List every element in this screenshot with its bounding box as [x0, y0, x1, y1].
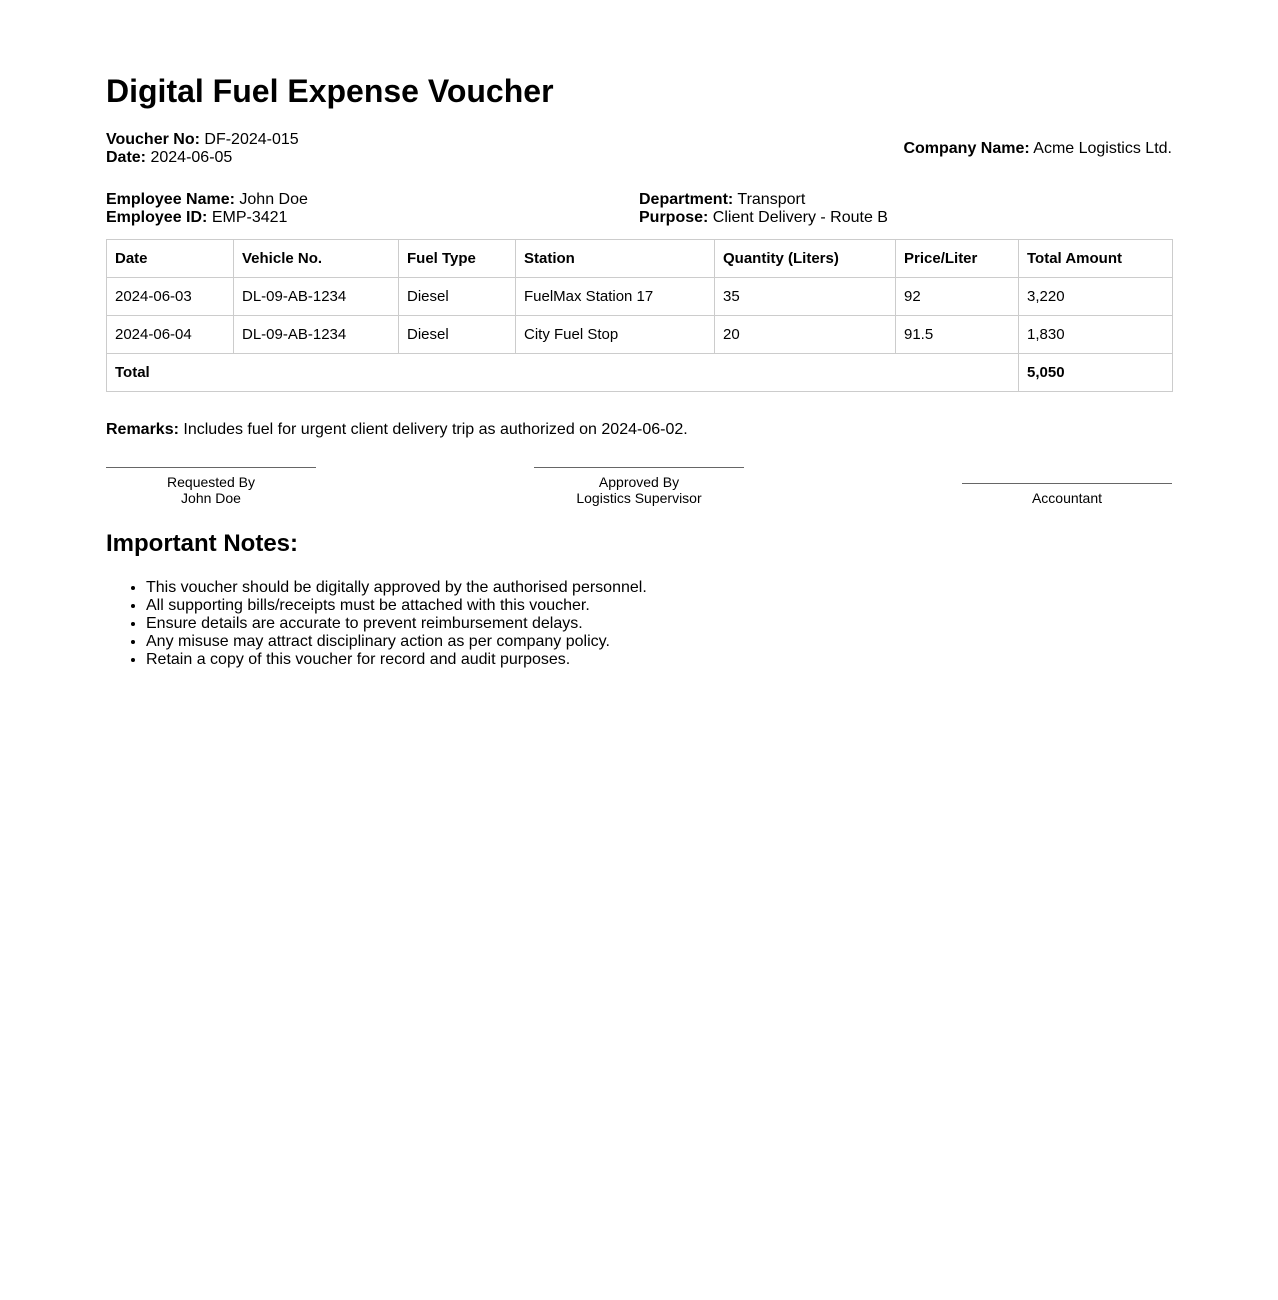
- total-value: 5,050: [1019, 354, 1173, 392]
- cell-price: 92: [896, 278, 1019, 316]
- signature-line: [962, 483, 1172, 490]
- cell-total: 3,220: [1019, 278, 1173, 316]
- company-value: Acme Logistics Ltd.: [1033, 140, 1172, 157]
- employee-name-value: John Doe: [239, 191, 308, 208]
- employee-info: [106, 191, 639, 227]
- voucher-date-value: 2024-06-05: [150, 149, 233, 166]
- signature-approved-by: [534, 467, 744, 506]
- purpose-value: Client Delivery - Route B: [712, 209, 888, 226]
- employee-id-value: EMP-3421: [211, 209, 288, 226]
- list-item: • Retain a copy of this voucher for record and audit purposes.: [146, 651, 1172, 669]
- voucher-no-value: DF-2024-015: [204, 131, 299, 148]
- signature-role: Requested By: [167, 474, 255, 490]
- list-item: • Ensure details are accurate to prevent reimbursement delays.: [146, 615, 1172, 633]
- cell-quantity: 35: [715, 278, 896, 316]
- employee-id-line: [106, 209, 639, 227]
- employee-id-label: Employee ID:: [106, 209, 208, 226]
- notes-heading: Important Notes:: [106, 530, 298, 557]
- voucher-date-label: Date:: [106, 149, 147, 166]
- signature-name: John Doe: [181, 490, 241, 506]
- voucher-no-label: Voucher No:: [106, 131, 200, 148]
- table-total-row: [107, 354, 1173, 392]
- signature-name: Logistics Supervisor: [576, 490, 702, 506]
- cell-date: 2024-06-04: [107, 316, 234, 354]
- signature-line: [106, 467, 316, 474]
- cell-vehicle: DL-09-AB-1234: [234, 316, 399, 354]
- company-info: [903, 131, 1172, 167]
- signature-role: Approved By: [598, 474, 680, 490]
- signature-accountant: [962, 483, 1172, 506]
- column-header-date: Date: [107, 240, 234, 278]
- page-title: Digital Fuel Expense Voucher: [106, 73, 554, 109]
- cell-vehicle: DL-09-AB-1234: [234, 278, 399, 316]
- purpose-label: Purpose:: [639, 209, 709, 226]
- cell-fuel-type: Diesel: [399, 278, 516, 316]
- column-header-station: Station: [516, 240, 715, 278]
- list-item: • All supporting bills/receipts must be attached with this voucher.: [146, 597, 1172, 615]
- column-header-vehicle: Vehicle No.: [234, 240, 399, 278]
- remarks-label: Remarks:: [106, 421, 179, 438]
- company-line: [903, 140, 1172, 158]
- voucher-no-line: [106, 131, 299, 149]
- employee-meta: [106, 191, 1172, 227]
- cell-price: 91.5: [896, 316, 1019, 354]
- company-label: Company Name:: [903, 140, 1030, 157]
- voucher-info: [106, 131, 299, 167]
- remarks: [106, 421, 1172, 439]
- purpose-line: [639, 209, 1172, 227]
- total-label: Total: [107, 354, 1019, 392]
- voucher-page: [106, 0, 1172, 669]
- cell-fuel-type: Diesel: [399, 316, 516, 354]
- cell-total: 1,830: [1019, 316, 1173, 354]
- table-row: [107, 278, 1173, 316]
- fuel-expense-table: [106, 239, 1173, 392]
- signature-section: [106, 467, 1172, 506]
- cell-date: 2024-06-03: [107, 278, 234, 316]
- employee-name-label: Employee Name:: [106, 191, 235, 208]
- table-header-row: [107, 240, 1173, 278]
- list-item: • This voucher should be digitally approved by the authorised personnel.: [146, 579, 1172, 597]
- department-label: Department:: [639, 191, 734, 208]
- employee-name-line: [106, 191, 639, 209]
- signature-role: Accountant: [1031, 490, 1103, 506]
- signature-line: [534, 467, 744, 474]
- column-header-fuel-type: Fuel Type: [399, 240, 516, 278]
- cell-station: FuelMax Station 17: [516, 278, 715, 316]
- cell-quantity: 20: [715, 316, 896, 354]
- department-value: Transport: [737, 191, 806, 208]
- department-info: [639, 191, 1172, 227]
- department-line: [639, 191, 1172, 209]
- column-header-total: Total Amount: [1019, 240, 1173, 278]
- signature-requested-by: [106, 467, 316, 506]
- cell-station: City Fuel Stop: [516, 316, 715, 354]
- notes-list: [106, 579, 1172, 669]
- remarks-text: Includes fuel for urgent client delivery trip as authorized on 2024-06-02.: [183, 421, 688, 438]
- column-header-quantity: Quantity (Liters): [715, 240, 896, 278]
- voucher-date-line: [106, 149, 299, 167]
- voucher-meta: [106, 131, 1172, 167]
- column-header-price: Price/Liter: [896, 240, 1019, 278]
- list-item: • Any misuse may attract disciplinary action as per company policy.: [146, 633, 1172, 651]
- table-row: [107, 316, 1173, 354]
